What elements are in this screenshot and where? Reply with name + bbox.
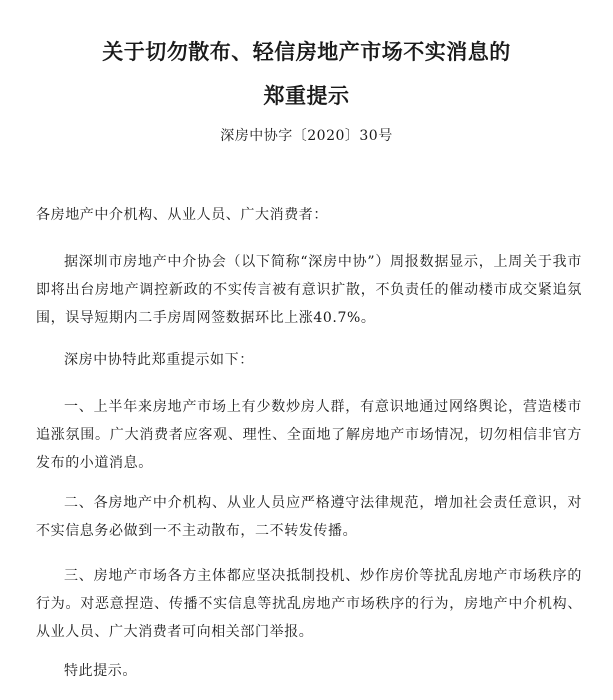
paragraph-point-3: 三、房地产市场各方主体都应坚决抵制投机、炒作房价等扰乱房地产市场秩序的行为。对恶意捏造、传播不实信息等扰乱房地产市场秩序的行为，房地产中介机构、从业人员、广大消费者可向相关部门举报。	[36, 568, 582, 640]
document-title-line-2: 郑重提示	[263, 84, 350, 108]
document-title-line-1: 关于切勿散布、轻信房地产市场不实消息的	[102, 40, 511, 64]
paragraph-point-1: 一、上半年来房地产市场上有少数炒房人群，有意识地通过网络舆论，营造楼市追涨氛围。广大消费者应客观、理性、全面地了解房地产市场情况，切勿相信非官方发布的小道消息。	[36, 399, 582, 471]
paragraph-point-2: 二、各房地产中介机构、从业人员应严格遵守法律规范，增加社会责任意识，对不实信息务必做到一不主动散布，二不转发传播。	[36, 495, 582, 539]
paragraph-intro: 据深圳市房地产中介协会（以下简称“深房中协”）周报数据显示，上周关于我市即将出台房地产调控新政的不实传言被有意识扩散，不负责任的催动楼市成交紧追氛围，误导短期内二手房周网签数据环比上涨40.7%。	[36, 254, 582, 326]
document-number: 深房中协字〔2020〕30号	[220, 128, 393, 144]
closing-line: 特此提示。	[64, 663, 137, 679]
paragraph-notice-lead: 深房中协特此郑重提示如下：	[64, 352, 254, 368]
salutation: 各房地产中介机构、从业人员、广大消费者：	[36, 207, 328, 223]
